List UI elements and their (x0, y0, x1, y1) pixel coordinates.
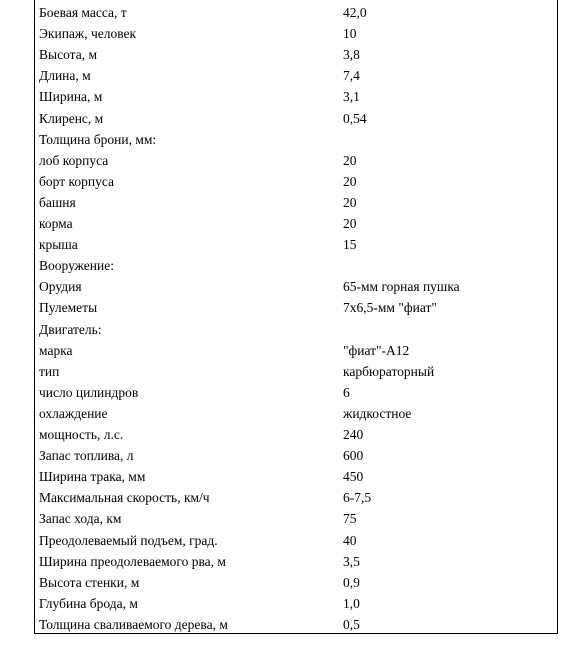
table-row (35, 297, 557, 318)
row-value: 0,5 (343, 616, 360, 632)
table-row (35, 319, 557, 340)
row-label: башня (39, 194, 76, 210)
row-label: Высота стенки, м (39, 574, 140, 590)
table-row (35, 65, 557, 86)
row-value: 20 (343, 194, 357, 210)
table-row (35, 86, 557, 107)
row-value: 450 (343, 469, 364, 485)
table-row (35, 213, 557, 234)
row-label: борт корпуса (39, 173, 114, 189)
row-label: корма (39, 216, 73, 231)
row-value: 42,0 (343, 5, 367, 20)
row-label: крыша (39, 237, 78, 253)
table-row (35, 361, 557, 382)
row-label: Толщина сваливаемого дерева, м (39, 616, 228, 632)
row-value: "фиат"-А12 (343, 342, 410, 358)
table-row (35, 445, 557, 466)
row-value: 240 (343, 427, 364, 442)
table-row (35, 340, 557, 361)
table-row (35, 171, 557, 192)
table-row (35, 466, 557, 487)
row-value: 3,1 (343, 89, 360, 105)
row-value: 7,4 (343, 68, 360, 84)
row-label: Клиренс, м (39, 110, 104, 126)
row-value: 6 (343, 384, 350, 400)
row-label: Глубина брода, м (39, 595, 138, 611)
table-row (35, 2, 557, 23)
row-label: Ширина преодолеваемого рва, м (39, 553, 226, 569)
row-value: 75 (343, 511, 357, 527)
row-label: Максимальная скорость, км/ч (39, 490, 210, 506)
row-label: Экипаж, человек (39, 26, 137, 42)
table-row (35, 572, 557, 593)
specifications-table (34, 0, 558, 634)
row-value: 1,0 (343, 595, 360, 611)
row-value: жидкостное (343, 405, 412, 421)
row-label: Вооружение: (39, 258, 114, 274)
row-label: Пулеметы (39, 300, 98, 316)
row-label: Длина, м (39, 68, 91, 84)
table-row (35, 593, 557, 614)
row-label: Ширина трака, мм (39, 469, 146, 485)
row-value: 10 (343, 26, 357, 42)
row-value: 7х6,5-мм "фиат" (343, 300, 437, 316)
row-value: 15 (343, 237, 357, 253)
row-value: 20 (343, 152, 357, 168)
table-row (35, 129, 557, 150)
row-value: 0,9 (343, 574, 360, 590)
table-row (35, 614, 557, 635)
table-row (35, 276, 557, 297)
row-label: Запас топлива, л (39, 448, 134, 464)
row-label: охлаждение (39, 405, 108, 421)
row-value: 0,54 (343, 110, 367, 126)
table-row (35, 403, 557, 424)
table-row (35, 424, 557, 445)
row-label: Запас хода, км (39, 511, 122, 527)
row-value: 40 (343, 532, 357, 548)
table-row (35, 530, 557, 551)
row-label: тип (39, 363, 60, 379)
table-row (35, 255, 557, 276)
table-row (35, 150, 557, 171)
table-row (35, 551, 557, 572)
row-label: лоб корпуса (39, 152, 109, 168)
table-row (35, 108, 557, 129)
row-label: Орудия (39, 279, 82, 295)
row-label: мощность, л.с. (39, 427, 124, 442)
table-row (35, 23, 557, 44)
row-value: 600 (343, 448, 364, 464)
table-row (35, 192, 557, 213)
table-row (35, 487, 557, 508)
table-row (35, 234, 557, 255)
row-label: число цилиндров (39, 384, 139, 400)
row-label: Ширина, м (39, 89, 103, 105)
row-label: марка (39, 342, 73, 358)
row-value: 20 (343, 216, 357, 231)
row-value: 3,8 (343, 47, 360, 63)
table-row (35, 508, 557, 529)
row-value: 65-мм горная пушка (343, 279, 460, 295)
row-value: 6-7,5 (343, 490, 372, 506)
row-value: карбюраторный (343, 363, 435, 379)
row-label: Преодолеваемый подъем, град. (39, 532, 218, 548)
row-label: Боевая масса, т (39, 5, 127, 20)
row-label: Толщина брони, мм: (39, 131, 157, 147)
row-label: Высота, м (39, 47, 97, 63)
row-label: Двигатель: (39, 321, 102, 337)
table-row (35, 44, 557, 65)
row-value: 3,5 (343, 553, 360, 569)
table-row (35, 382, 557, 403)
row-value: 20 (343, 173, 357, 189)
